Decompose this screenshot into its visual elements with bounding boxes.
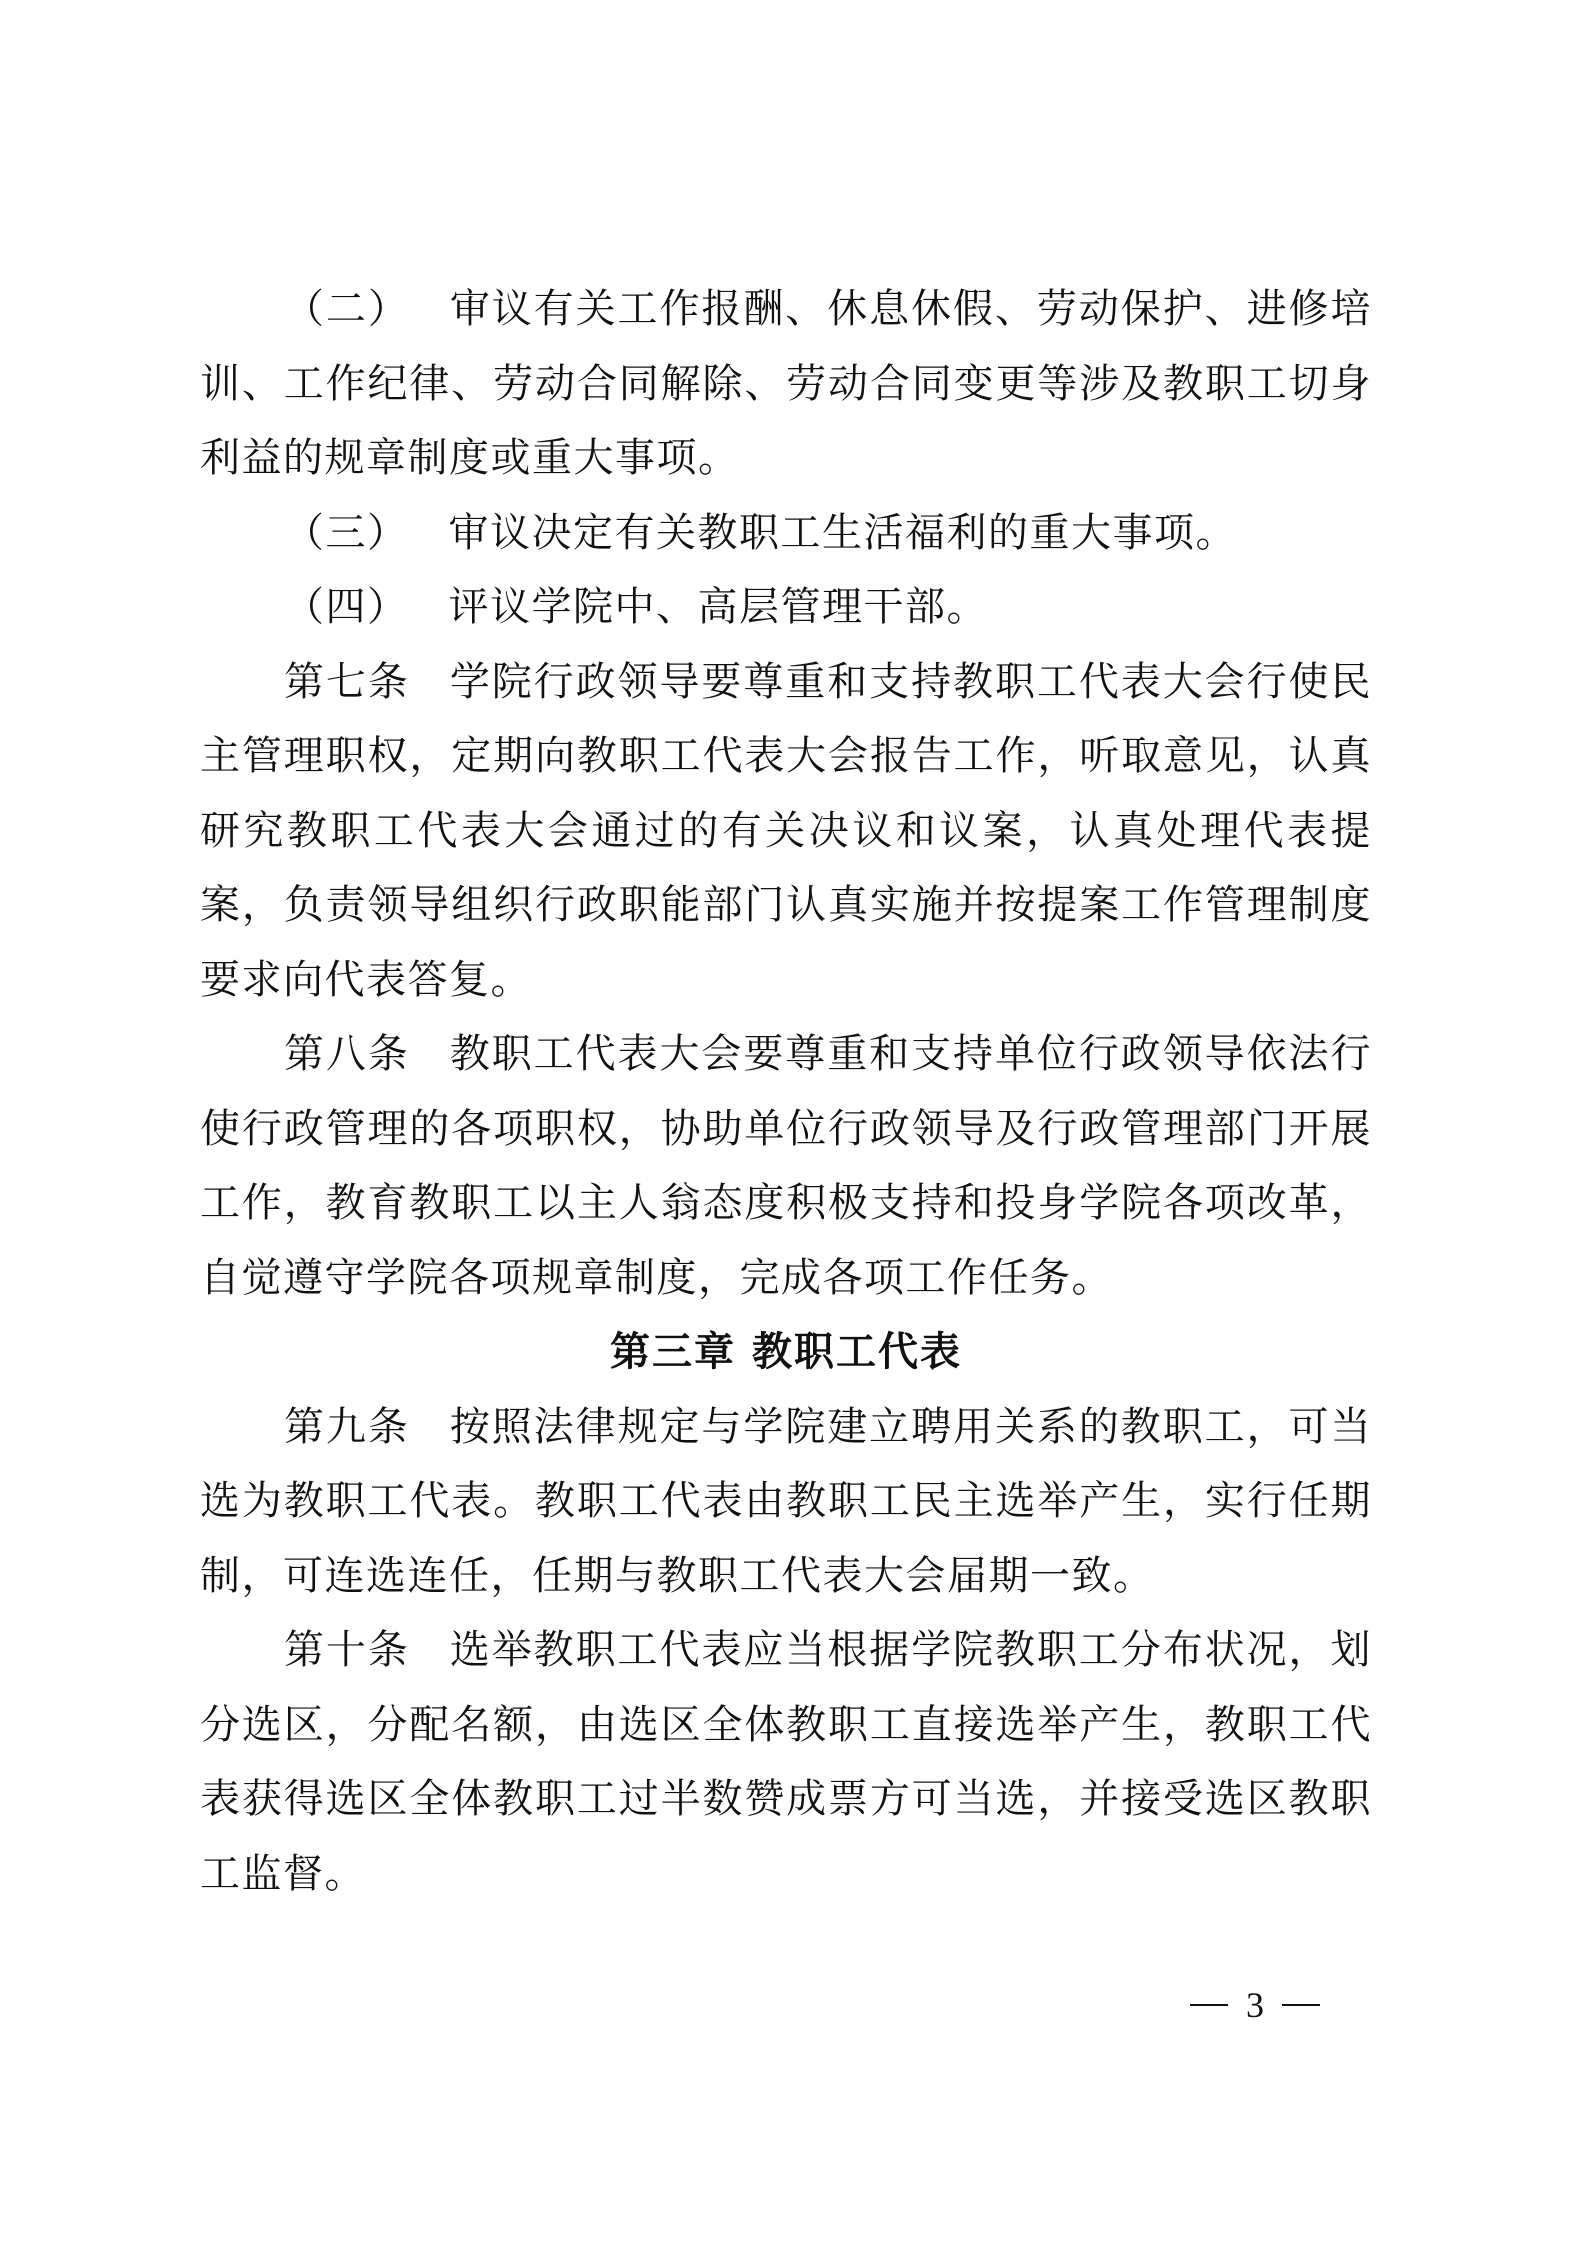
clause-label: （三） <box>284 509 409 556</box>
page-number-value: 3 <box>1246 1985 1264 2025</box>
clause-text: 审议决定有关教职工生活福利的重大事项。 <box>448 509 1237 556</box>
article-label: 第七条 <box>284 658 410 705</box>
clause-label: （四） <box>284 584 409 630</box>
document-page <box>200 272 1372 1911</box>
chapter-heading <box>200 1315 1372 1390</box>
article-label: 第十条 <box>284 1627 410 1673</box>
article-text: 选举教职工代表应当根据学院教职工分布状况，划分选区，分配名额，由选区全体教职工直接选举产生，教职工代表获得选区全体教职工过半数赞成票方可当选，并接受选区教职工监督。 <box>200 1627 1372 1897</box>
chapter-title: 教职工代表 <box>752 1329 962 1375</box>
page-number-dash-left <box>1190 2004 1228 2006</box>
article-label: 第八条 <box>284 1031 410 1077</box>
article-text: 教职工代表大会要尊重和支持单位行政领导依法行使行政管理的各项职权，协助单位行政领导及行政管理部门开展工作，教育教职工以主人翁态度积极支持和投身学院各项改革，自觉遵守学院各项规章制度，完成各项工作任务。 <box>200 1031 1372 1301</box>
article-7 <box>200 645 1372 1018</box>
clause-text: 审议有关工作报酬、休息休假、劳动保护、进修培训、工作纪律、劳动合同解除、劳动合同变更等涉及教职工切身利益的规章制度或重大事项。 <box>200 286 1372 481</box>
clause-4 <box>200 570 1372 645</box>
clause-2 <box>200 272 1372 496</box>
article-8 <box>200 1017 1372 1315</box>
clause-label: （二） <box>284 286 410 332</box>
clause-text: 评议学院中、高层管理干部。 <box>448 584 988 630</box>
article-text: 按照法律规定与学院建立聘用关系的教职工，可当选为教职工代表。教职工代表由教职工民主选举产生，实行任期制，可连选连任，任期与教职工代表大会届期一致。 <box>200 1403 1372 1599</box>
clause-3 <box>200 496 1372 571</box>
article-label: 第九条 <box>284 1403 410 1450</box>
chapter-number: 第三章 <box>610 1329 736 1375</box>
page-number <box>1190 1985 1320 2025</box>
article-9 <box>200 1390 1372 1614</box>
article-10 <box>200 1613 1372 1911</box>
page-number-dash-right <box>1282 2004 1320 2006</box>
article-text: 学院行政领导要尊重和支持教职工代表大会行使民主管理职权，定期向教职工代表大会报告工作，听取意见，认真研究教职工代表大会通过的有关决议和议案，认真处理代表提案，负责领导组织行政职能部门认真实施并按提案工作管理制度要求向代表答复。 <box>200 658 1372 1003</box>
